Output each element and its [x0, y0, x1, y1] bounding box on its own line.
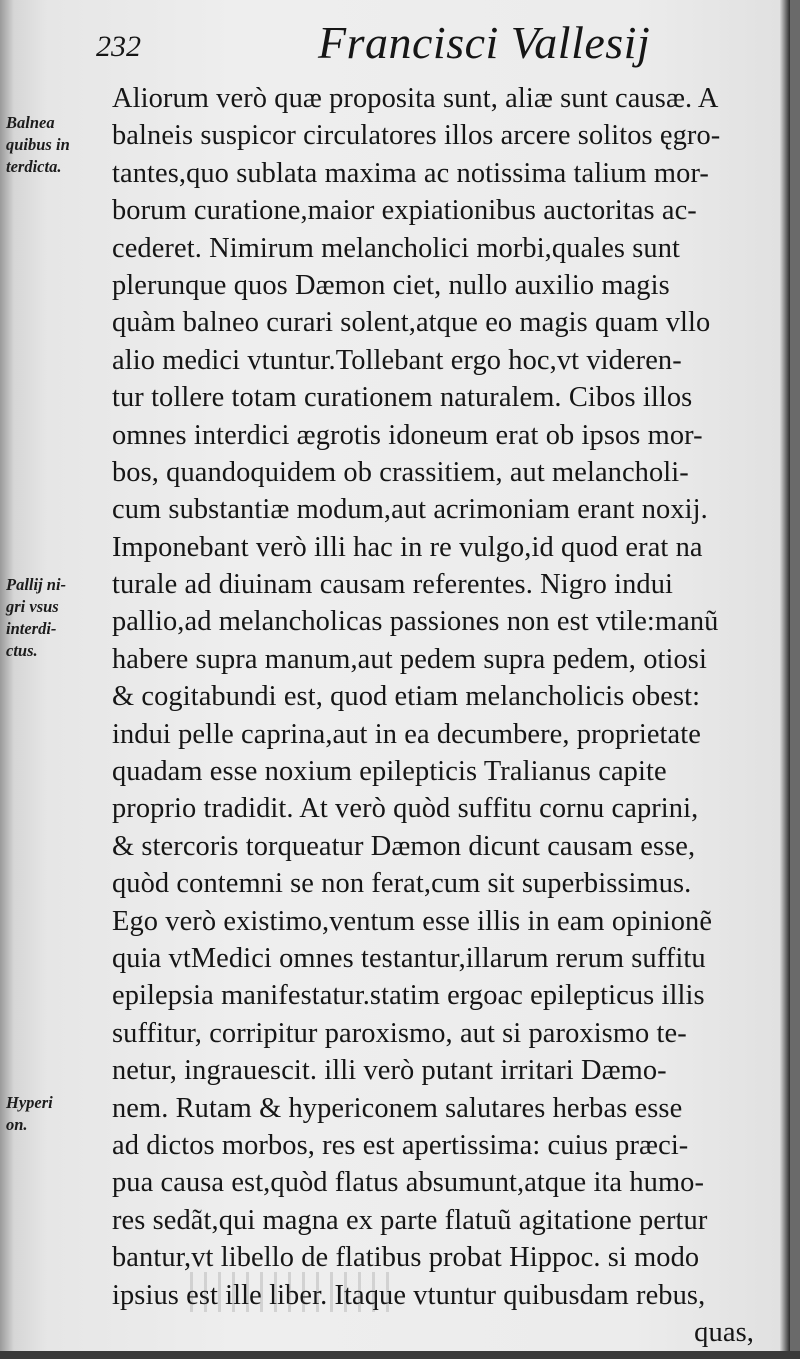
marginal-note-pallij — [6, 574, 106, 662]
text-line: & cogitabundi est, quod etiam melancholicis obest: — [112, 681, 701, 713]
text-line: turale ad diuinam causam referentes. Nigro indui — [112, 569, 674, 601]
text-line: bantur,vt libello de flatibus probat Hippoc. si modo — [112, 1242, 700, 1274]
text-line: tur tollere totam curationem naturalem. Cibos illos — [112, 382, 693, 414]
text-line: nem. Rutam & hypericonem salutares herbas esse — [112, 1092, 683, 1124]
page-header — [0, 14, 790, 74]
text-line: omnes interdici ægrotis idoneum erat ob ipsos mor- — [112, 419, 703, 451]
text-line: cum substantiæ modum,aut acrimoniam erant noxij. — [112, 494, 708, 526]
text-line: bos, quandoquidem ob crassitiem, aut melancholi- — [112, 456, 689, 488]
text-line: res sedãt,qui magna ex parte flatuũ agitatione pertur — [112, 1204, 708, 1236]
marginal-note-line: ctus. — [6, 641, 38, 660]
text-line: pallio,ad melancholicas passiones non est vtile:manũ — [112, 606, 719, 638]
text-line: Aliorum verò quæ proposita sunt, aliæ sunt causæ. A — [112, 83, 719, 114]
text-line: pua causa est,quòd flatus absumunt,atque ita humo- — [112, 1167, 705, 1199]
text-line: suffitur, corripitur paroxismo, aut si paroxismo te- — [112, 1017, 687, 1049]
catchword: quas, — [694, 1316, 754, 1348]
text-line: borum curatione,maior expiationibus auctoritas ac- — [112, 195, 697, 227]
text-line: alio medici vtuntur.Tollebant ergo hoc,vt videren- — [112, 344, 682, 376]
text-line: indui pelle caprina,aut in ea decumbere, proprietate — [112, 718, 701, 750]
text-line: epilepsia manifestatur.statim ergoac epilepticus illis — [112, 980, 705, 1012]
text-line: tantes,quo sublata maxima ac notissima talium mor- — [112, 157, 710, 189]
text-line: balneis suspicor circulatores illos arcere solitos ęgro- — [112, 120, 721, 152]
marginal-note-line: terdicta. — [6, 157, 62, 176]
marginal-note-line: interdi- — [6, 619, 57, 638]
text-line: cederet. Nimirum melancholici morbi,quales sunt — [112, 232, 681, 264]
text-line: habere supra manum,aut pedem supra pedem, otiosi — [112, 643, 707, 675]
text-line: & stercoris torqueatur Dæmon dicunt causam esse, — [112, 830, 696, 862]
text-line: Ego verò existimo,ventum esse illis in eam opinionẽ — [112, 905, 713, 937]
text-line: plerunque quos Dæmon ciet, nullo auxilio magis — [112, 269, 670, 301]
marginal-note-line: Pallij ni- — [6, 575, 67, 594]
marginal-note-line: Hyperi — [6, 1093, 53, 1112]
text-line: quòd contemni se non ferat,cum sit superbissimus. — [112, 868, 692, 900]
running-title: Francisci Vallesij — [318, 17, 651, 68]
marginal-note-line: gri vsus — [6, 597, 59, 616]
text-line: quadam esse noxium epilepticis Tralianus capite — [112, 756, 667, 788]
marginal-note-line: on. — [6, 1115, 28, 1134]
page-number: 232 — [96, 30, 141, 63]
text-line: quàm balneo curari solent,atque eo magis quam vllo — [112, 307, 711, 339]
body-text — [112, 80, 762, 1351]
text-line: ipsius est ille liber. Itaque vtuntur quibusdam rebus, — [112, 1279, 706, 1311]
text-line: ad dictos morbos, res est apertissima: cuius præci- — [112, 1129, 689, 1161]
page-gutter-shadow — [0, 0, 14, 1359]
text-line: netur, ingrauescit. illi verò putant irritari Dæmo- — [112, 1055, 667, 1087]
marginal-note-hyperion — [6, 1092, 106, 1136]
text-line: Imponebant verò illi hac in re vulgo,id quod erat na — [112, 531, 703, 563]
text-line: quia vtMedici omnes testantur,illarum rerum suffitu — [112, 942, 706, 974]
bleed-through-marks — [190, 1272, 390, 1312]
text-line: proprio tradidit. At verò quòd suffitu cornu caprini, — [112, 793, 699, 825]
marginal-note-balnea — [6, 112, 106, 178]
page-edge-shadow — [780, 0, 790, 1359]
marginal-note-line: quibus in — [6, 135, 70, 154]
scan-bottom-edge — [0, 1351, 800, 1359]
marginal-note-line: Balnea — [6, 113, 55, 132]
